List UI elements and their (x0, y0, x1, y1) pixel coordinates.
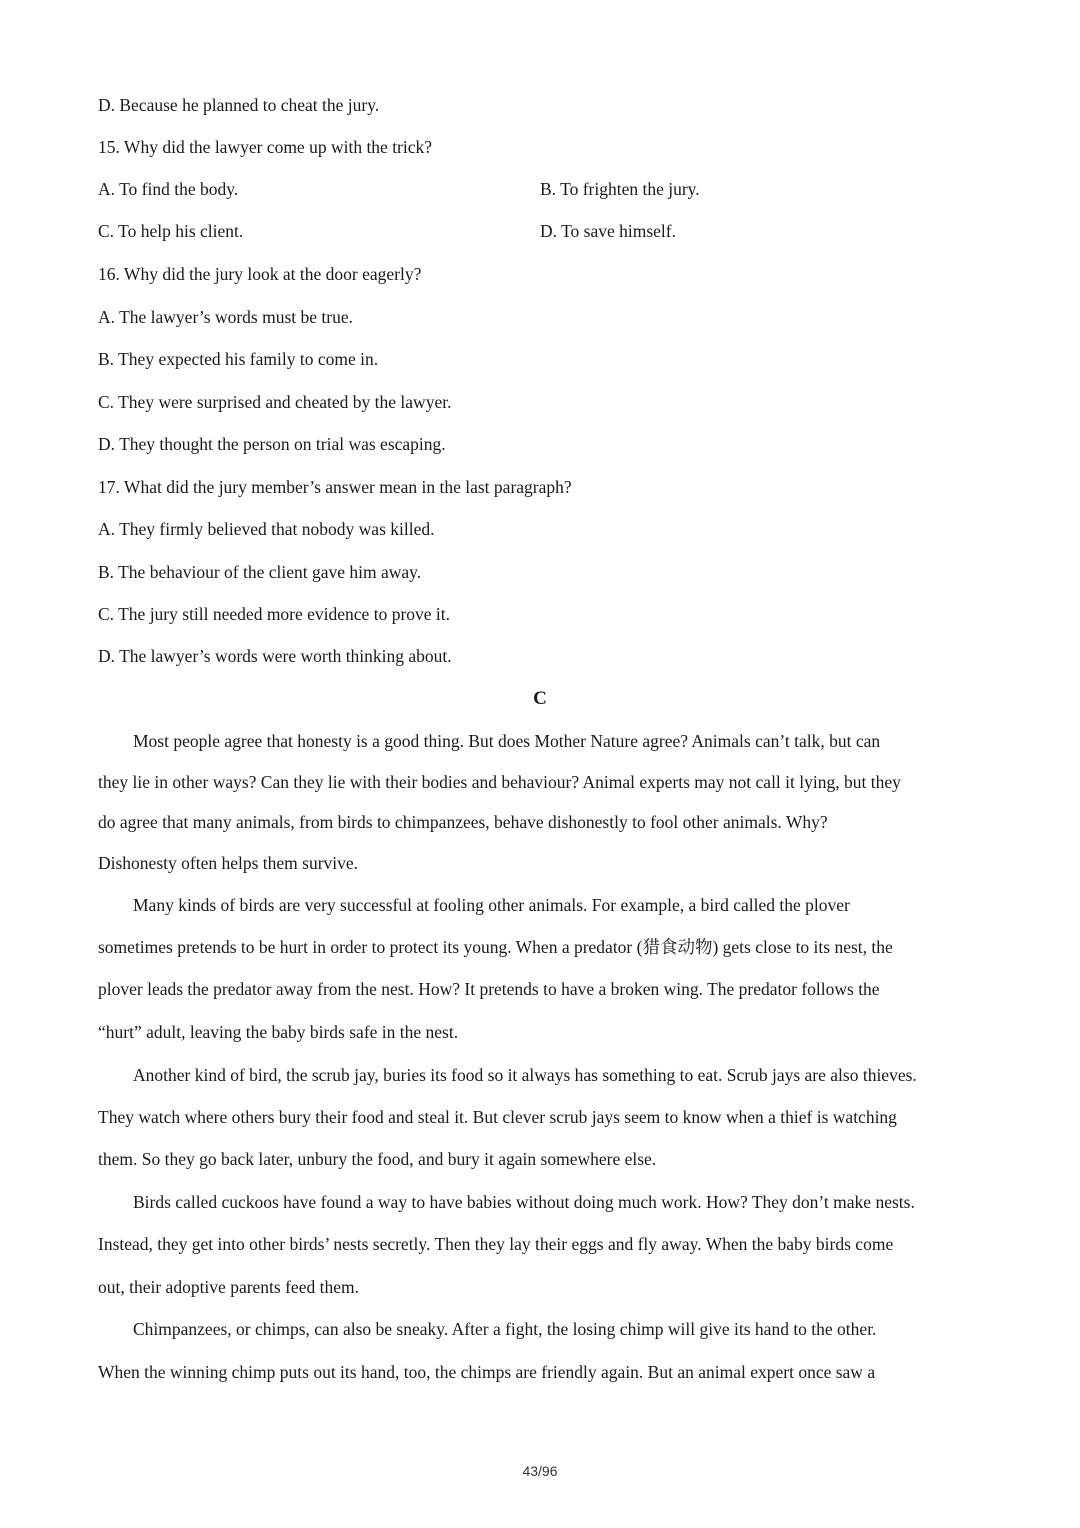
q17-option-a: A. They firmly believed that nobody was killed. (98, 519, 435, 539)
q17-option-d: D. The lawyer’s words were worth thinking about. (98, 646, 452, 666)
q16-stem: 16. Why did the jury look at the door eagerly? (98, 264, 422, 284)
paragraph-1-line-3: do agree that many animals, from birds to chimpanzees, behave dishonestly to fool other animals. Why? (98, 812, 828, 832)
paragraph-5-line-1: Chimpanzees, or chimps, can also be sneaky. After a fight, the losing chimp will give its hand to the other. (133, 1319, 877, 1339)
page-number: 43/96 (522, 1463, 558, 1479)
q14-option-d: D. Because he planned to cheat the jury. (98, 95, 380, 115)
paragraph-1-line-1: Most people agree that honesty is a good thing. But does Mother Nature agree? Animals can’t talk, but can (133, 731, 881, 751)
paragraph-5-line-2: When the winning chimp puts out its hand, too, the chimps are friendly again. But an animal expert once saw a (98, 1362, 876, 1382)
q15-option-d: D. To save himself. (540, 221, 677, 241)
paragraph-2-line-2: sometimes pretends to be hurt in order to protect its young. When a predator (猎食动物) gets close to its nest, the (98, 937, 893, 957)
q17-option-c: C. The jury still needed more evidence to prove it. (98, 604, 451, 624)
q16-option-c: C. They were surprised and cheated by the lawyer. (98, 392, 452, 412)
paragraph-3-line-3: them. So they go back later, unbury the food, and bury it again somewhere else. (98, 1149, 657, 1169)
q15-stem: 15. Why did the lawyer come up with the trick? (98, 137, 433, 157)
q16-option-a: A. The lawyer’s words must be true. (98, 307, 353, 327)
q15-option-a: A. To find the body. (98, 179, 239, 199)
q17-stem: 17. What did the jury member’s answer mean in the last paragraph? (98, 477, 572, 497)
q16-option-d: D. They thought the person on trial was escaping. (98, 434, 446, 454)
q17-option-b: B. The behaviour of the client gave him away. (98, 562, 422, 582)
paragraph-4-line-1: Birds called cuckoos have found a way to have babies without doing much work. How? They don’t make nests. (133, 1192, 915, 1212)
paragraph-2-line-1: Many kinds of birds are very successful at fooling other animals. For example, a bird called the plover (133, 895, 850, 915)
paragraph-4-line-3: out, their adoptive parents feed them. (98, 1277, 359, 1297)
q15-option-b: B. To frighten the jury. (540, 179, 700, 199)
paragraph-2-line-4: “hurt” adult, leaving the baby birds safe in the nest. (98, 1022, 459, 1042)
q16-option-b: B. They expected his family to come in. (98, 349, 379, 369)
paragraph-1-line-4: Dishonesty often helps them survive. (98, 853, 359, 873)
paragraph-3-line-2: They watch where others bury their food and steal it. But clever scrub jays seem to know when a thief is watching (98, 1107, 897, 1127)
section-title: C (533, 688, 547, 709)
paragraph-4-line-2: Instead, they get into other birds’ nests secretly. Then they lay their eggs and fly away. When the baby birds come (98, 1234, 894, 1254)
paragraph-3-line-1: Another kind of bird, the scrub jay, buries its food so it always has something to eat. Scrub jays are also thieves. (133, 1065, 917, 1085)
paragraph-2-line-3: plover leads the predator away from the nest. How? It pretends to have a broken wing. The predator follows the (98, 979, 880, 999)
paragraph-1-line-2: they lie in other ways? Can they lie with their bodies and behaviour? Animal experts may not call it lying, but they (98, 772, 901, 792)
q15-option-c: C. To help his client. (98, 221, 244, 241)
